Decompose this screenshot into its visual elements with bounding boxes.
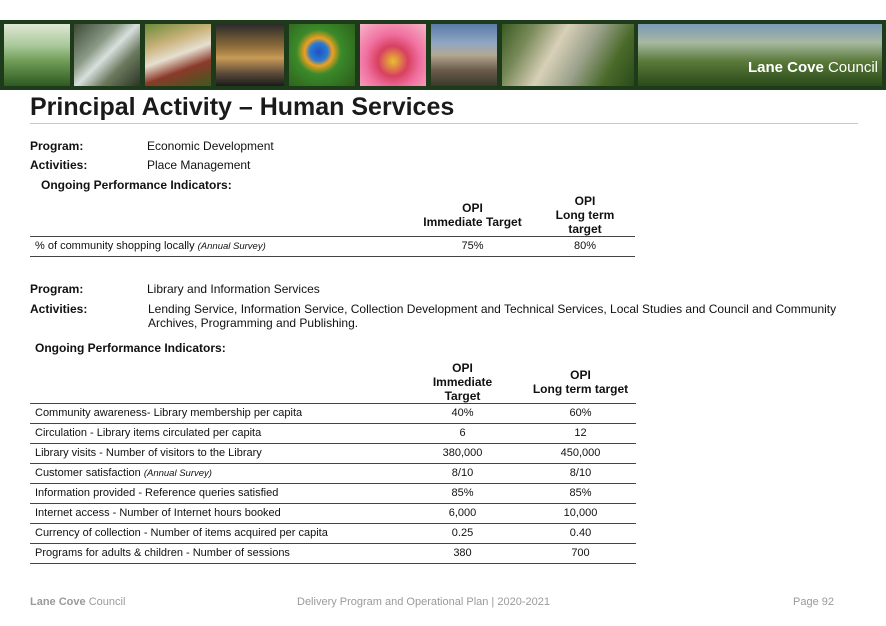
table-row (30, 423, 636, 443)
indicator-cell (30, 503, 400, 523)
building-photo (431, 24, 497, 86)
indicator-label: Community awareness- Library membership per capita (35, 407, 303, 419)
indicator-note: (Annual Survey) (143, 468, 212, 479)
table-row (30, 443, 636, 463)
indicator-label: Customer satisfaction (35, 467, 141, 479)
col-header-indicator (30, 360, 400, 403)
table-row (30, 523, 636, 543)
performer-photo (360, 24, 426, 86)
immediate-target-cell: 380 (400, 543, 525, 563)
col-header-immediate-line1: OPI (462, 200, 483, 215)
brand-name-light: Council (827, 59, 878, 76)
dancers-photo (145, 24, 211, 86)
opi-heading: Ongoing Performance Indicators: (35, 341, 226, 355)
immediate-target-cell: 6,000 (400, 503, 525, 523)
table-row (30, 236, 635, 256)
immediate-target-cell: 85% (400, 483, 525, 503)
long-term-target-cell: 700 (525, 543, 636, 563)
long-term-target-cell: 80% (535, 236, 635, 256)
col-header-indicator (30, 192, 410, 236)
long-term-target-cell: 85% (525, 483, 636, 503)
activities-value-line1: Lending Service, Information Service, Collection Development and Technical Services, Local Studies and Council and Community (148, 302, 837, 316)
long-term-target-cell: 10,000 (525, 503, 636, 523)
col-header-immediate (400, 360, 525, 403)
program-label: Program: (30, 139, 84, 153)
footer-doc-title: Delivery Program and Operational Plan | 2020-2021 (297, 596, 550, 608)
table-row (30, 503, 636, 523)
col-header-long-line1: OPI (570, 367, 591, 382)
table-header-row (30, 360, 636, 403)
activities-value-line2: Archives, Programming and Publishing. (148, 316, 359, 330)
col-header-immediate-line1: OPI (452, 360, 473, 375)
creek-photo (74, 24, 140, 86)
indicator-cell (30, 443, 400, 463)
indicator-label: Currency of collection - Number of items acquired per capita (35, 527, 328, 539)
immediate-target-cell: 75% (410, 236, 535, 256)
indicator-cell (30, 236, 410, 256)
col-header-immediate-line3: Target (444, 388, 481, 403)
opi-table-library (30, 360, 636, 564)
page-title: Principal Activity – Human Services (30, 93, 455, 121)
col-header-long-line2: Long term target (532, 381, 629, 396)
opi-table-economic (30, 192, 635, 257)
table-row (30, 483, 636, 503)
immediate-target-cell: 6 (400, 423, 525, 443)
col-header-immediate-line2: Immediate Target (423, 214, 522, 229)
indicator-label: Programs for adults & children - Number of sessions (35, 547, 290, 559)
activities-label: Activities: (30, 158, 88, 172)
col-header-immediate-line2: Immediate (432, 374, 493, 389)
long-term-target-cell: 8/10 (525, 463, 636, 483)
title-divider (30, 123, 858, 124)
indicator-cell (30, 523, 400, 543)
indicator-note: (Annual Survey) (197, 241, 266, 252)
immediate-target-cell: 8/10 (400, 463, 525, 483)
table-row (30, 403, 636, 423)
street-photo (216, 24, 284, 86)
indicator-label: Internet access - Number of Internet hours booked (35, 507, 281, 519)
indicator-cell (30, 403, 400, 423)
long-term-target-cell: 450,000 (525, 443, 636, 463)
indicator-cell (30, 423, 400, 443)
indicator-label: Information provided - Reference queries satisfied (35, 487, 279, 499)
footer-page-number: Page 92 (793, 596, 834, 608)
table-row (30, 463, 636, 483)
activities-label: Activities: (30, 302, 88, 316)
immediate-target-cell: 40% (400, 403, 525, 423)
long-term-target-cell: 12 (525, 423, 636, 443)
col-header-long-line1: OPI (574, 193, 596, 208)
indicator-cell (30, 543, 400, 563)
long-term-target-cell: 60% (525, 403, 636, 423)
brand-name-bold: Lane Cove (747, 59, 824, 76)
immediate-target-cell: 0.25 (400, 523, 525, 543)
long-term-target-cell: 0.40 (525, 523, 636, 543)
header-banner (0, 20, 886, 90)
table-row (30, 543, 636, 563)
program-value: Economic Development (147, 139, 274, 153)
opi-heading: Ongoing Performance Indicators: (41, 178, 232, 192)
indicator-cell (30, 483, 400, 503)
indicator-label: % of community shopping locally (35, 240, 195, 252)
program-value: Library and Information Services (147, 282, 320, 296)
harbour-photo (638, 24, 882, 86)
indicator-cell (30, 463, 400, 483)
col-header-long-line3: target (568, 221, 602, 236)
table-header-row (30, 192, 635, 236)
indicator-label: Library visits - Number of visitors to the Library (35, 447, 262, 459)
col-header-long-term (535, 192, 635, 236)
activities-value: Place Management (147, 158, 251, 172)
cafe-photo (502, 24, 634, 86)
program-label: Program: (30, 282, 84, 296)
park-photo (4, 24, 70, 86)
footer-org-bold: Lane Cove (30, 596, 86, 608)
footer-org (30, 596, 125, 608)
indicator-label: Circulation - Library items circulated per capita (35, 427, 262, 439)
col-header-immediate (410, 192, 535, 236)
col-header-long-line2: Long term (555, 207, 615, 222)
brand-logo (748, 59, 878, 76)
immediate-target-cell: 380,000 (400, 443, 525, 463)
parrot-photo (289, 24, 355, 86)
activities-value (148, 302, 848, 330)
col-header-long-term (525, 360, 636, 403)
footer-org-light: Council (88, 596, 126, 608)
